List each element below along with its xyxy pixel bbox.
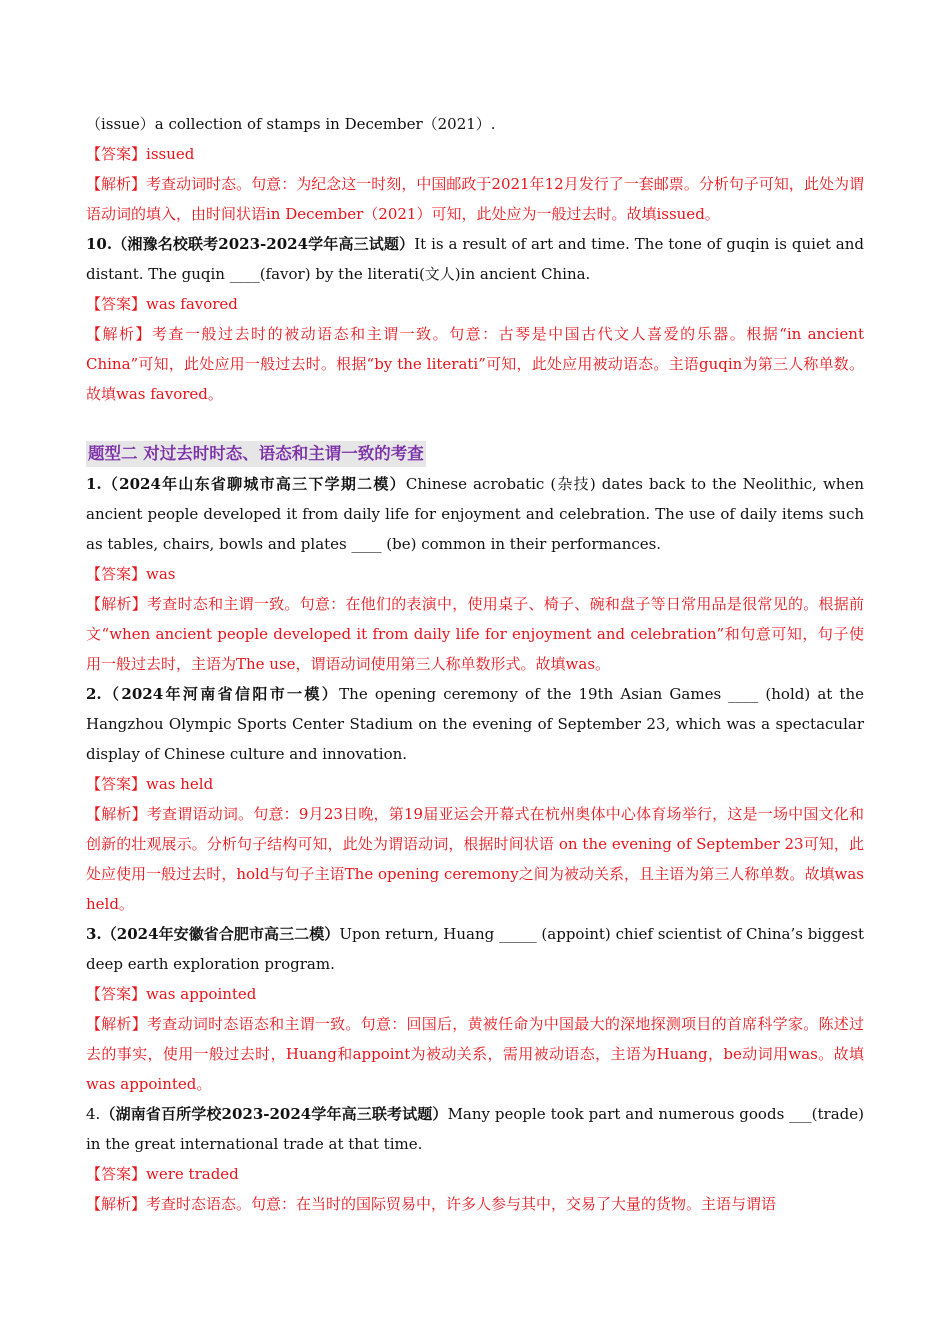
explanation-text: 考查时态语态。句意：在当时的国际贸易中，许多人参与其中，交易了大量的货物。主语与谓语: [146, 1195, 777, 1213]
question-source: （2024年安徽省合肥市高三二模）: [101, 925, 340, 943]
answer-text: were traded: [146, 1165, 239, 1183]
question-number: 2.: [86, 685, 102, 703]
explanation-tag: 【解析】: [86, 1015, 148, 1033]
answer-tag: 【答案】: [86, 775, 147, 793]
answer-tag: 【答案】: [86, 1165, 147, 1183]
question-source: （2024年山东省聊城市高三下学期二模）: [101, 475, 406, 493]
explanation-text: 考查一般过去时的被动语态和主谓一致。句意：古琴是中国古代文人喜爱的乐器。根据“in ancient China”可知，此处应用一般过去时。根据“by the literati”可知，此处应用被动语态。主语guqin为第三人称单数。故填was favored。: [86, 325, 864, 403]
question-number: 10.: [86, 235, 113, 253]
explanation-tag: 【解析】: [86, 175, 147, 193]
explanation-line: [86, 799, 864, 919]
question-text: The opening ceremony of the 19th Asian Games ____ (hold) at the Hangzhou Olympic Sports Center Stadium on the evening of September 23, which was a spectacular display of Chinese culture and innovation.: [86, 685, 864, 763]
question-number: 1.: [86, 475, 102, 493]
answer-line: [86, 289, 864, 319]
explanation-tag: 【解析】: [86, 805, 147, 823]
answer-text: was held: [146, 775, 214, 793]
question-2: [86, 679, 864, 769]
answer-text: was: [146, 565, 176, 583]
explanation-line: [86, 169, 864, 229]
explanation-text: 考查动词时态。句意：为纪念这一时刻，中国邮政于2021年12月发行了一套邮票。分析句子可知，此处为谓语动词的填入，由时间状语in December（2021）可知，此处应为一般过去时。故填issued。: [86, 175, 864, 223]
answer-text: was appointed: [146, 985, 257, 1003]
question-1: [86, 469, 864, 559]
continued-question-text: （issue）a collection of stamps in December（2021）.: [86, 115, 496, 133]
answer-tag: 【答案】: [86, 985, 147, 1003]
question-text: Chinese acrobatic (杂技) dates back to the Neolithic, when ancient people developed it from daily life for enjoyment and celebration. The use of daily items such as tables, chairs, bowls and plates ____ (be) common in their performances.: [86, 475, 865, 553]
section-title: 题型二 对过去时时态、语态和主谓一致的考查: [86, 441, 426, 467]
explanation-text: 考查谓语动词。句意：9月23日晚，第19届亚运会开幕式在杭州奥体中心体育场举行，这是一场中国文化和创新的壮观展示。分析句子结构可知，此处为谓语动词，根据时间状语 on the evening of September 23可知，此处应使用一般过去时，hold与句子主语The opening ceremony之间为被动关系，且主语为第三人称单数。故填was held。: [86, 805, 864, 913]
answer-tag: 【答案】: [86, 295, 147, 313]
answer-line: [86, 139, 864, 169]
question-3: [86, 919, 864, 979]
answer-text: issued: [146, 145, 195, 163]
explanation-tag: 【解析】: [86, 325, 153, 343]
explanation-line: [86, 1009, 864, 1099]
answer-line: [86, 979, 864, 1009]
explanation-tag: 【解析】: [86, 1195, 147, 1213]
answer-tag: 【答案】: [86, 565, 147, 583]
question-source: （湘豫名校联考2023-2024学年高三试题）: [112, 235, 415, 253]
question-4: [86, 1099, 864, 1159]
question-number: 3.: [86, 925, 102, 943]
explanation-tag: 【解析】: [86, 595, 148, 613]
answer-line: [86, 559, 864, 589]
section-heading: [86, 439, 864, 469]
question-text: Many people took part and numerous goods ___(trade) in the great international trade at that time.: [86, 1105, 864, 1153]
answer-line: [86, 769, 864, 799]
question-text: It is a result of art and time. The tone of guqin is quiet and distant. The guqin ____(favor) by the literati(文人)in ancient China.: [86, 235, 864, 283]
question-source: （湖南省百所学校2023-2024学年高三联考试题）: [100, 1105, 448, 1123]
explanation-line: [86, 319, 864, 409]
question-10: [86, 229, 864, 289]
explanation-line: [86, 589, 864, 679]
explanation-line: [86, 1189, 864, 1219]
explanation-text: 考查动词时态语态和主谓一致。句意：回国后，黄被任命为中国最大的深地探测项目的首席科学家。陈述过去的事实，使用一般过去时，Huang和appoint为被动关系，需用被动语态，主语为Huang，be动词用was。故填was appointed。: [86, 1015, 864, 1093]
answer-tag: 【答案】: [86, 145, 147, 163]
question-number: 4.: [86, 1105, 101, 1123]
question-text: Upon return, Huang _____ (appoint) chief scientist of China’s biggest deep earth exploration program.: [86, 925, 865, 973]
answer-text: was favored: [146, 295, 238, 313]
explanation-text: 考查时态和主谓一致。句意：在他们的表演中，使用桌子、椅子、碗和盘子等日常用品是很常见的。根据前文“when ancient people developed it from daily life for enjoyment and celebration”和句意可知，句子使用一般过去时，主语为The use，谓语动词使用第三人称单数形式。故填was。: [86, 595, 864, 673]
question-source: （2024年河南省信阳市一模）: [101, 685, 340, 703]
page-content: [86, 109, 864, 1219]
answer-line: [86, 1159, 864, 1189]
